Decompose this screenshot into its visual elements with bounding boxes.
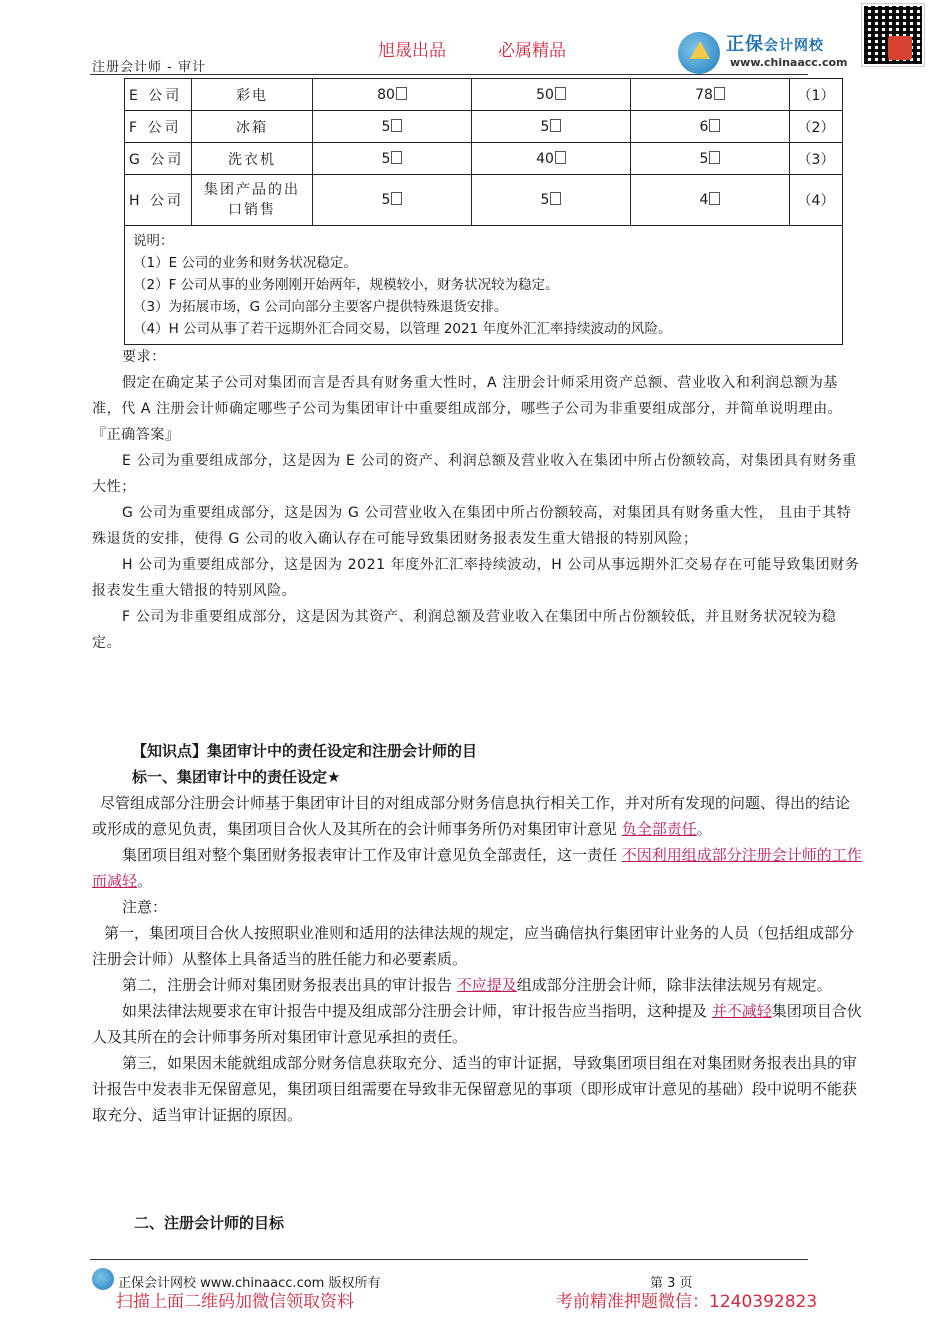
footer-divider	[90, 1259, 808, 1260]
paragraph: 尽管组成部分注册会计师基于集团审计目的对组成部分财务信息执行相关工作，并对所有发现的问题、得出的结论或形成的意见负责，集团项目合伙人及其所在的会计师事务所仍对集团审计意见 负全部责任。	[92, 794, 851, 838]
logo-name: 正保会计网校	[726, 34, 824, 55]
table-row: G 公司 洗衣机 5 40 5 （3）	[125, 143, 843, 175]
notes-title: 说明：	[133, 233, 174, 249]
slogan-left: 旭晟出品	[378, 41, 446, 61]
paragraph: 集团项目组对整个集团财务报表审计工作及审计意见负全部责任，这一责任 不因利用组成部分注册会计师的工作而减轻。	[92, 846, 862, 890]
percent-box-icon	[709, 151, 720, 164]
course-title: 注册会计师 - 审计	[92, 60, 206, 75]
logo-url: www.chinaacc.com	[730, 56, 848, 69]
table-row: E 公司 彩电 80 50 78 （1）	[125, 79, 843, 111]
question-text: 假定在确定某子公司对集团而言是否具有财务重大性时，A 注册会计师采用资产总额、营业收入和利润总额为基准，代 A 注册会计师确定哪些子公司为集团审计中重要组成部分，哪些子公司为非重要组成部分，并简单说明理由。	[92, 375, 843, 417]
qr-center-logo-icon	[888, 36, 912, 60]
percent-box-icon	[709, 119, 720, 132]
percent-box-icon	[550, 192, 561, 205]
paragraph: 第一，集团项目合伙人按照职业准则和适用的法律法规的规定，应当确信执行集团审计业务的人员（包括组成部分注册会计师）从整体上具备适当的胜任能力和必要素质。	[92, 924, 855, 968]
answer-item: E 公司为重要组成部分，这是因为 E 公司的资产、利润总额及营业收入在集团中所占份额较高，对集团具有财务重大性；	[92, 453, 857, 495]
table-notes-row	[125, 226, 843, 345]
answer-item: F 公司为非重要组成部分，这是因为其资产、利润总额及营业收入在集团中所占份额较低，并且财务状况较为稳定。	[92, 609, 837, 651]
percent-box-icon	[550, 119, 561, 132]
page-number: 第 3 页	[650, 1276, 693, 1291]
subsidiary-table	[124, 78, 843, 345]
percent-box-icon	[555, 151, 566, 164]
emphasis-text: 负全部责任	[621, 820, 697, 838]
percent-box-icon	[391, 192, 402, 205]
question-block	[92, 344, 862, 656]
table-row: F 公司 冰箱 5 5 6 （2）	[125, 111, 843, 143]
table-row: H 公司 集团产品的出口销售 5 5 4 （4）	[125, 175, 843, 226]
note-label: 注意：	[122, 898, 168, 916]
section-title: 【知识点】集团审计中的责任设定和注册会计师的目	[132, 742, 478, 760]
emphasis-text: 不应提及	[456, 976, 517, 994]
paragraph: 第三，如果因未能就组成部分财务信息获取充分、适当的审计证据，导致集团项目组在对集团财务报表出具的审计报告中发表非无保留意见，集团项目组需要在导致非无保留意见的事项（即形成审计意见的基础）段中说明不能获取充分、适当审计证据的原因。	[92, 1054, 858, 1124]
footer-promo-right: 考前精准押题微信：1240392823	[556, 1292, 818, 1312]
brand-logo	[678, 30, 858, 76]
answer-item: H 公司为重要组成部分，这是因为 2021 年度外汇汇率持续波动，H 公司从事远期外汇交易存在可能导致集团财务报表发生重大错报的特别风险。	[92, 557, 860, 599]
emphasis-text: 并不减轻	[711, 1002, 772, 1020]
footer-logo-icon	[92, 1268, 114, 1290]
note-item: （3）为拓展市场，G 公司向部分主要客户提供特殊退货安排。	[133, 299, 508, 315]
percent-box-icon	[391, 151, 402, 164]
logo-triangle-icon	[690, 41, 710, 59]
question-label: 要求：	[122, 349, 166, 365]
note-item: （4）H 公司从事了若干远期外汇合同交易，以管理 2021 年度外汇汇率持续波动的风险。	[133, 321, 672, 337]
answer-label: 『正确答案』	[92, 427, 180, 443]
note-item: （1）E 公司的业务和财务状况稳定。	[133, 255, 357, 271]
section-heading: 二、注册会计师的目标	[134, 1214, 285, 1232]
answer-item: G 公司为重要组成部分，这是因为 G 公司营业收入在集团中所占份额较高，对集团具有财务重大性， 且由于其特殊退货的安排，使得 G 公司的收入确认存在可能导致集团财务报表发生重大错报的特别风险；	[92, 505, 852, 547]
paragraph: 如果法律法规要求在审计报告中提及组成部分注册会计师，审计报告应当指明，这种提及 并不减轻集团项目合伙人及其所在的会计师事务所对集团审计意见承担的责任。	[92, 1002, 862, 1046]
percent-box-icon	[555, 87, 566, 100]
section-subtitle: 标一、集团审计中的责任设定★	[132, 768, 341, 786]
slogan-right: 必属精品	[498, 41, 566, 61]
percent-box-icon	[714, 87, 725, 100]
footer-copyright: 正保会计网校 www.chinaacc.com 版权所有	[118, 1276, 381, 1291]
note-item: （2）F 公司从事的业务刚刚开始两年，规模较小，财务状况较为稳定。	[133, 277, 559, 293]
paragraph: 第二，注册会计师对集团财务报表出具的审计报告 不应提及组成部分注册会计师，除非法律法规另有规定。	[122, 976, 832, 994]
percent-box-icon	[396, 87, 407, 100]
percent-box-icon	[391, 119, 402, 132]
footer-promo-left: 扫描上面二维码加微信领取资料	[116, 1292, 354, 1312]
emphasis-text: 不因利用组成部分注册会计师的工作而减轻	[92, 846, 862, 890]
percent-box-icon	[709, 192, 720, 205]
knowledge-block	[92, 738, 862, 1128]
